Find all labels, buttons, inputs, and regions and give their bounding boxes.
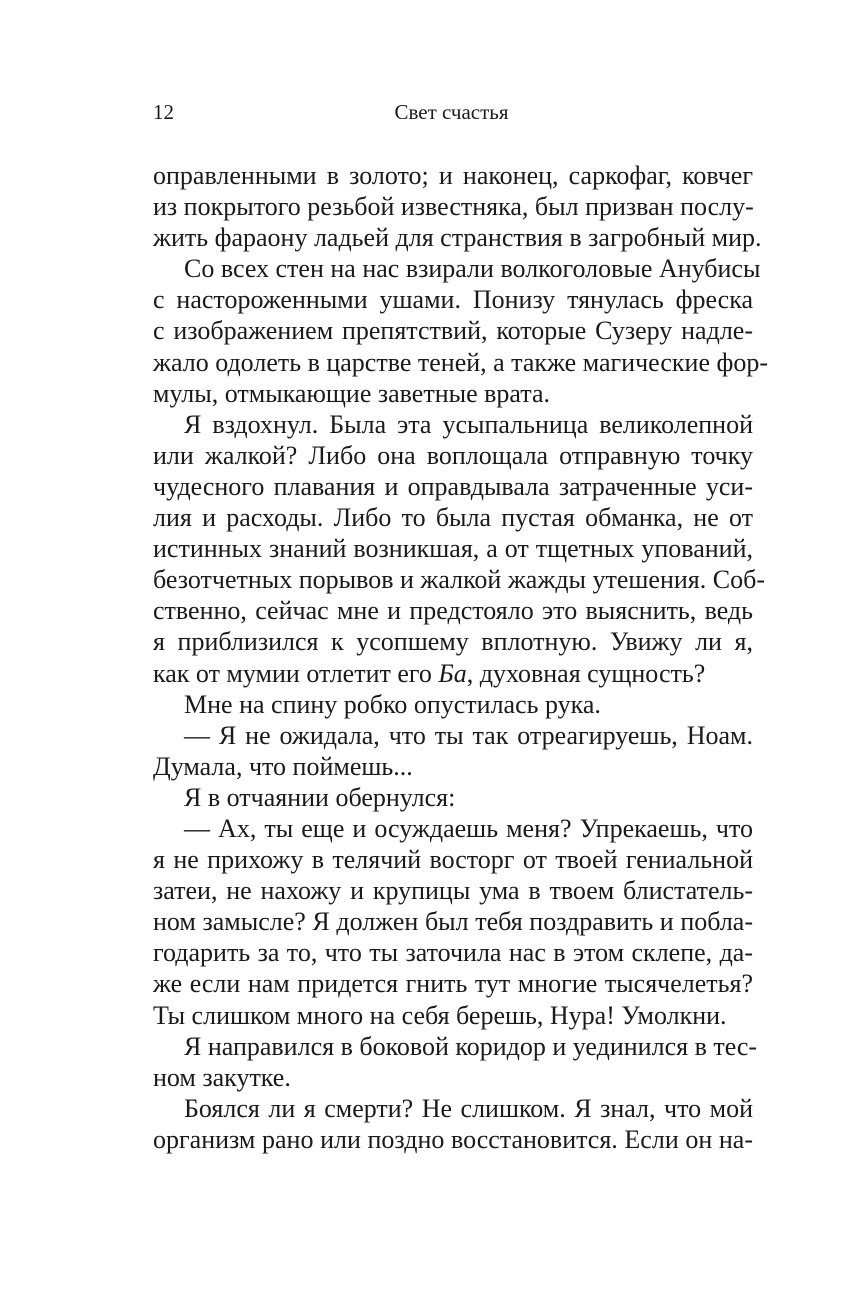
text-line: ном закутке.: [153, 1062, 291, 1092]
text-line: жить фараону ладьей для странствия в загробный мир.: [153, 223, 762, 253]
page-number: 12: [153, 100, 174, 124]
text-line: лия и расходы. Либо то была пустая обманка, не от: [153, 503, 753, 533]
text-line: — Ах, ты еще и осуждаешь меня? Упрекаешь, что: [184, 813, 753, 843]
text-segment: , духовная сущность?: [466, 658, 706, 688]
text-line: Мне на спину робко опустилась рука.: [184, 689, 601, 719]
italic-term: Ба: [438, 658, 467, 688]
running-title: Свет счастья: [394, 100, 509, 124]
text-line: я приблизился к усопшему вплотную. Увижу ли я,: [153, 627, 753, 657]
text-line: оправленными в золото; и наконец, саркофаг, ковчег: [153, 161, 753, 190]
body-text: [153, 160, 768, 1155]
text-line: ном замысле? Я должен был тебя поздравить и побла-: [153, 907, 753, 937]
text-line: из покрытого резьбой известняка, был призван послу-: [153, 192, 754, 222]
text-line: с настороженными ушами. Понизу тянулась фреска: [153, 285, 753, 315]
text-line: же если нам придется гнить тут многие тысячелетья?: [153, 969, 753, 999]
text-line: жало одолеть в царстве теней, а также магические фор-: [153, 347, 768, 377]
text-line: мулы, отмыкающие заветные врата.: [153, 378, 550, 408]
text-line: чудесного плавания и оправдывала затраченные уси-: [153, 471, 753, 501]
text-line: затеи, не нахожу и крупицы ума в твоем блистатель-: [153, 876, 753, 906]
text-line: Со всех стен на нас взирали волкоголовые Анубисы: [184, 254, 761, 284]
text-line: Боялся ли я смерти? Не слишком. Я знал, что мой: [184, 1093, 753, 1123]
running-head: [153, 100, 750, 130]
text-line: с изображением препятствий, которые Сузеру надле-: [153, 316, 753, 346]
text-line: Я вздохнул. Была эта усыпальница великолепной: [184, 409, 753, 439]
text-line: организм рано или поздно восстановится. Если он на-: [153, 1124, 753, 1154]
text-line: Ты слишком много на себя берешь, Нура! Умолкни.: [153, 1000, 727, 1030]
text-line: Я направился в боковой коридор и уединился в тес-: [184, 1031, 758, 1061]
text-line: или жалкой? Либо она воплощала отправную точку: [153, 440, 753, 470]
text-line: я не прихожу в телячий восторг от твоей гениальной: [153, 845, 753, 875]
text-line: — Я не ожидала, что ты так отреагируешь, Ноам.: [184, 720, 753, 750]
text-line: истинных знаний возникшая, а от тщетных упований,: [153, 534, 753, 564]
text-line: Я в отчаянии обернулся:: [184, 782, 456, 812]
text-segment: как от мумии отлетит его: [153, 658, 439, 688]
text-line: Думала, что поймешь...: [153, 751, 413, 781]
text-line: ственно, сейчас мне и предстояло это выяснить, ведь: [153, 596, 753, 626]
text-line: безотчетных порывов и жалкой жажды утешения. Соб-: [153, 565, 765, 595]
text-line: [153, 658, 753, 689]
text-line: годарить за то, что ты заточила нас в этом склепе, да-: [153, 938, 753, 968]
